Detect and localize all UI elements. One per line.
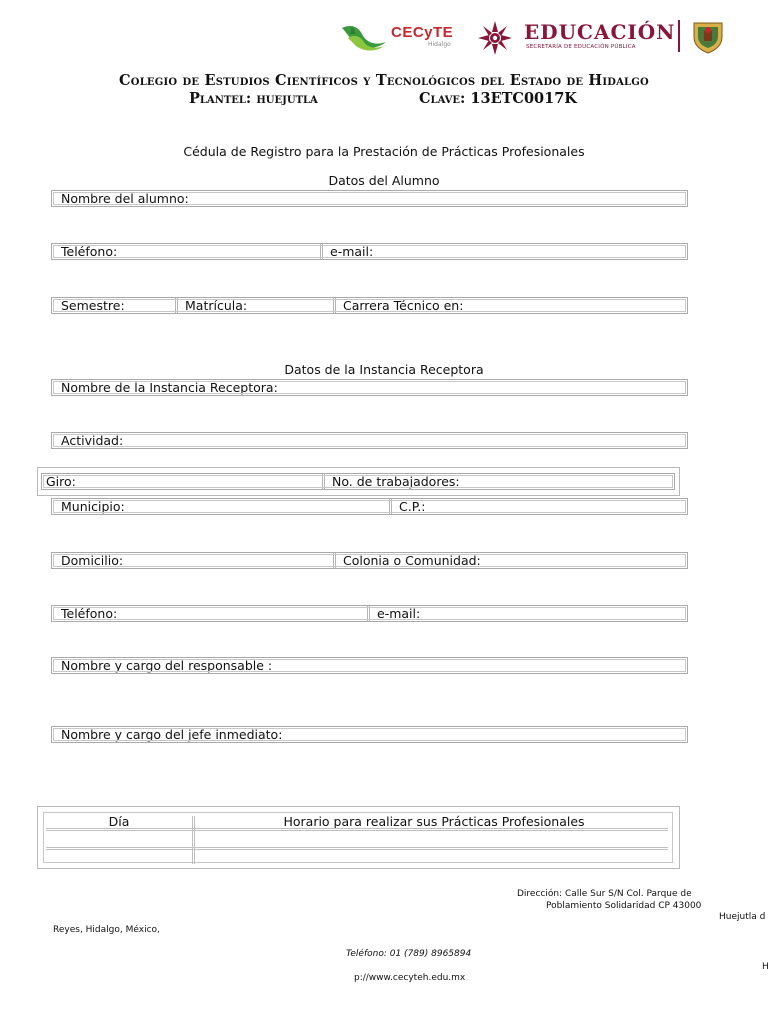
matricula-field[interactable]: Matrícula: — [175, 298, 333, 313]
nombre-instancia-field[interactable]: Nombre de la Instancia Receptora: — [61, 380, 278, 395]
footer-direccion-line2: Poblamiento Solidaridad CP 43000 — [546, 901, 702, 911]
footer-huejutla-fragment: Huejutla d — [719, 912, 766, 922]
municipio-field[interactable]: Municipio: — [61, 499, 125, 514]
email-field[interactable]: e-mail: — [320, 244, 687, 259]
cecyte-logo-subtitle: Hidalgo — [428, 41, 451, 48]
schedule-row-divider — [46, 847, 668, 850]
row-domicilio — [51, 552, 688, 569]
row-giro — [41, 473, 675, 490]
row-actividad — [51, 432, 688, 449]
nombre-alumno-field[interactable]: Nombre del alumno: — [61, 191, 189, 206]
section-heading-instancia: Datos de la Instancia Receptora — [284, 362, 484, 377]
institution-title: Colegio de Estudios Científicos y Tecnológicos del Estado de Hidalgo — [119, 72, 649, 89]
telefono-field[interactable]: Teléfono: — [61, 244, 118, 259]
clave-label: Clave: 13ETC0017K — [419, 90, 577, 107]
row-nombre-alumno — [51, 190, 688, 207]
carrera-field[interactable]: Carrera Técnico en: — [333, 298, 687, 313]
footer-h-fragment: H — [762, 962, 769, 972]
schedule-cell-horario-2[interactable] — [195, 851, 668, 863]
cecyte-logo-text: CECyTE — [391, 24, 454, 41]
schedule-cell-horario-1[interactable] — [195, 832, 668, 846]
row-nombre-instancia — [51, 379, 688, 396]
schedule-cell-dia-2[interactable] — [46, 851, 192, 863]
domicilio-field[interactable]: Domicilio: — [61, 553, 124, 568]
schedule-header-horario: Horario para realizar sus Prácticas Profesionales — [283, 814, 585, 829]
logo-divider — [678, 20, 680, 52]
footer-reyes: Reyes, Hidalgo, México, — [53, 925, 160, 935]
cp-field[interactable]: C.P.: — [389, 499, 687, 514]
cecyte-logo-icon — [340, 22, 390, 52]
row-semestre — [51, 297, 688, 314]
section-heading-alumno: Datos del Alumno — [328, 173, 440, 188]
row-telefono-email — [51, 243, 688, 260]
row-responsable — [51, 657, 688, 674]
footer-direccion-line1: Dirección: Calle Sur S/N Col. Parque de — [517, 889, 692, 899]
schedule-header-dia: Día — [108, 814, 130, 829]
jefe-inmediato-field[interactable]: Nombre y cargo del jefe inmediato: — [61, 727, 283, 742]
document-title: Cédula de Registro para la Prestación de Prácticas Profesionales — [183, 144, 585, 159]
footer-telefono: Teléfono: 01 (789) 8965894 — [346, 949, 472, 959]
row-municipio — [51, 498, 688, 515]
email-instancia-field[interactable]: e-mail: — [367, 606, 687, 621]
plantel-label: Plantel: huejutla — [189, 90, 318, 107]
no-trabajadores-field[interactable]: No. de trabajadores: — [322, 474, 674, 489]
giro-field[interactable]: Giro: — [46, 474, 76, 489]
hidalgo-shield-icon — [690, 19, 726, 55]
actividad-field[interactable]: Actividad: — [61, 433, 124, 448]
colonia-field[interactable]: Colonia o Comunidad: — [333, 553, 687, 568]
telefono-instancia-field[interactable]: Teléfono: — [61, 606, 118, 621]
footer-website-link[interactable]: p://www.cecyteh.edu.mx — [354, 973, 466, 983]
row-jefe-inmediato — [51, 726, 688, 743]
schedule-cell-dia-1[interactable] — [46, 832, 192, 846]
row-telefono-email-instancia — [51, 605, 688, 622]
semestre-field[interactable]: Semestre: — [61, 298, 125, 313]
educacion-logo-text: EDUCACIÓN — [524, 20, 676, 44]
responsable-field[interactable]: Nombre y cargo del responsable : — [61, 658, 273, 673]
educacion-logo-subtitle: SECRETARÍA DE EDUCACIÓN PÚBLICA — [526, 44, 636, 50]
header-logos — [338, 18, 733, 58]
educacion-flower-icon — [477, 20, 513, 56]
schedule-row-divider — [46, 828, 668, 831]
